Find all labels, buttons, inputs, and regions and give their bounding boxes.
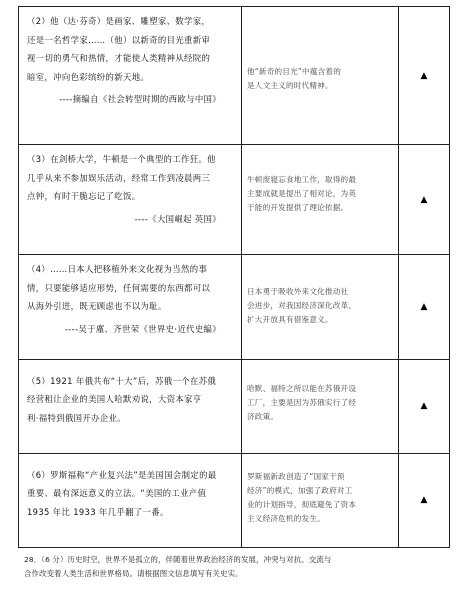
answer-mark: ▲ xyxy=(399,359,450,453)
answer-mark: ▲ xyxy=(399,7,450,145)
conclusion-line: 他“新奇的目光”中蕴含着的 xyxy=(247,67,341,76)
conclusion-cell xyxy=(242,453,399,547)
question-line: 合作改变着人类生活和世界格局。请根据图文信息填写有关史实。 xyxy=(24,569,243,578)
question-line: 28．（6 分）历史时空，世界不是孤立的，伴随着世界政治经济的发展，冲突与对抗、交流与 xyxy=(24,555,332,564)
material-line: （5）1921 年俄共布“十大”后，苏俄一个在苏俄 xyxy=(27,375,217,386)
material-line: 利·福特到俄国开办企业。 xyxy=(27,412,126,423)
material-source: ----摘编自《社会转型时期的西欧与中国》 xyxy=(59,94,221,104)
material-line: 1935 年比 1933 年几乎翻了一番。 xyxy=(27,506,169,517)
material-line: （4）……日本人把移植外来文化视为当然的事 xyxy=(27,264,208,275)
conclusion-line: 牛顿废寝忘食地工作，取得的最 xyxy=(247,175,357,185)
material-line: （6）罗斯福称“产业复兴法”是美国国会制定的最 xyxy=(27,469,217,480)
material-cell xyxy=(19,453,242,547)
answer-mark: ▲ xyxy=(399,453,450,547)
answer-mark: ▲ xyxy=(399,255,450,359)
table-row xyxy=(19,7,450,145)
answer-mark: ▲ xyxy=(399,145,450,255)
material-line: 点钟，有时干脆忘记了吃饭。 xyxy=(27,191,141,202)
question-28 xyxy=(24,553,444,581)
conclusion-cell xyxy=(242,7,399,145)
table-row xyxy=(19,255,450,359)
conclusion-line: 罗斯福新政创造了“国家干预 xyxy=(247,471,345,481)
table-row xyxy=(19,453,450,547)
material-cell xyxy=(19,359,242,453)
material-line: 重要、最有深远意义的立法。“美国的工业产值 xyxy=(27,488,207,499)
material-line: 暗室，冲向色彩缤纷的新天地。 xyxy=(27,71,150,82)
conclusion-line: 主要成就是提出了相对论，为英 xyxy=(247,189,357,199)
conclusion-line: 工厂，主要是因为苏俄实行了经 xyxy=(247,397,357,407)
material-cell xyxy=(19,7,242,145)
material-cell xyxy=(19,255,242,359)
conclusion-cell xyxy=(242,145,399,255)
material-line: 经营租让企业的美国人哈默劝说，大资本家亨 xyxy=(27,394,202,405)
table-row xyxy=(19,359,450,453)
material-line: 几乎从来不参加娱乐活动，经常工作到凌晨两三 xyxy=(27,172,211,183)
conclusion-line: 于能的开发提供了理论依据。 xyxy=(247,203,349,213)
conclusion-line: 济政策。 xyxy=(247,411,279,421)
conclusion-line: 经济”的模式，加强了政府对工 xyxy=(247,485,353,495)
conclusion-line: 主义经济危机的发生。 xyxy=(247,513,325,523)
material-line: 还是一名哲学家……（他）以新奇的目光重新审 xyxy=(27,34,211,45)
conclusion-cell xyxy=(242,359,399,453)
material-source: ----《大国崛起 英国》 xyxy=(134,213,221,224)
conclusion-line: 是人文主义的时代精神。 xyxy=(247,81,333,90)
material-source: ----吴于廑、齐世荣《世界史·近代史编》 xyxy=(64,323,221,334)
material-line: 视一切的勇气和热情，才能使人类精神从经院的 xyxy=(27,53,211,63)
conclusion-line: 哈默、福特之所以能在苏俄开设 xyxy=(247,383,357,393)
conclusion-line: 日本勇于吸收外来文化推动社 xyxy=(247,287,349,297)
material-line: 从海外引进，既无顾虑也不以为耻。 xyxy=(27,301,167,312)
conclusion-line: 业的计划指导，彻底避免了资本 xyxy=(247,499,357,509)
conclusion-line: 扩大开放具有借鉴意义。 xyxy=(247,315,333,325)
material-line: 情，只要能够适应形势，任何需要的东西都可以 xyxy=(27,282,211,293)
material-cell xyxy=(19,145,242,255)
conclusion-line: 会进步，对我国经济深化改革、 xyxy=(247,301,357,311)
material-line: （2）他（达·芬奇）是画家、雕塑家、数学家， xyxy=(27,16,211,26)
table-row xyxy=(19,145,450,255)
analysis-table xyxy=(18,6,450,548)
conclusion-cell xyxy=(242,255,399,359)
material-line: （3）在剑桥大学，牛顿是一个典型的工作狂。他 xyxy=(27,154,216,165)
